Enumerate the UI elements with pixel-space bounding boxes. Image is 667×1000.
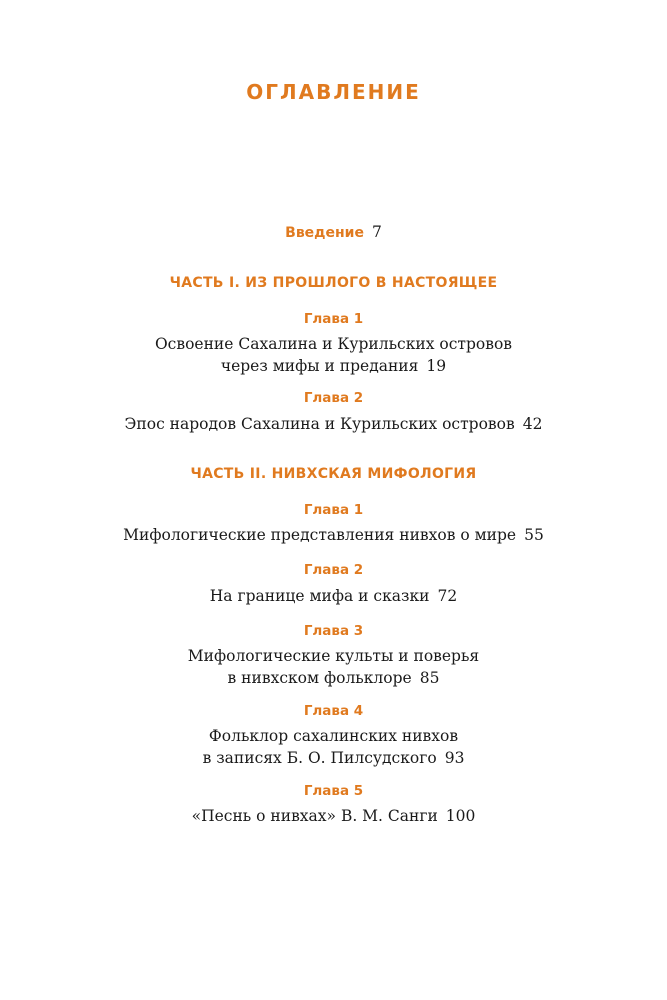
entry-text-line: «Песнь о нивхах» В. М. Санги xyxy=(191,807,438,825)
part-1-title: ЧАСТЬ I. ИЗ ПРОШЛОГО В НАСТОЯЩЕЕ xyxy=(169,275,498,291)
chapter-label: Глава 5 xyxy=(303,783,364,799)
toc-entry-part2-chapter5[interactable] xyxy=(0,805,667,827)
entry-text-line: Фольклор сахалинских нивхов xyxy=(208,727,459,745)
page-number: 100 xyxy=(445,807,476,825)
entry-text-line: в нивхском фольклоре xyxy=(227,669,412,687)
chapter-label: Глава 1 xyxy=(303,311,364,327)
intro-label: Введение xyxy=(285,225,364,241)
page-number: 42 xyxy=(522,415,543,433)
toc-entry-part1-chapter1[interactable] xyxy=(0,333,667,377)
entry-text-line: Мифологические культы и поверья xyxy=(187,647,480,665)
entry-text-line: Эпос народов Сахалина и Курильских островов xyxy=(124,415,515,433)
page-number: 72 xyxy=(437,587,458,605)
page-number: 19 xyxy=(426,357,447,375)
entry-text-line: Мифологические представления нивхов о мире xyxy=(123,526,517,544)
toc-entry-part2-chapter1[interactable] xyxy=(0,524,667,546)
entry-text-line: Освоение Сахалина и Курильских островов xyxy=(154,335,513,353)
chapter-label: Глава 2 xyxy=(303,390,364,406)
page-title: ОГЛАВЛЕНИЕ xyxy=(246,80,421,104)
page-number: 93 xyxy=(444,749,465,767)
entry-text-line: На границе мифа и сказки xyxy=(209,587,430,605)
chapter-label: Глава 4 xyxy=(303,703,364,719)
toc-entry-part2-chapter2[interactable] xyxy=(0,585,667,607)
chapter-label: Глава 2 xyxy=(303,562,364,578)
toc-entry-part2-chapter4[interactable] xyxy=(0,725,667,769)
entry-text-line: через мифы и предания xyxy=(220,357,419,375)
toc-entry-part1-chapter2[interactable] xyxy=(0,413,667,435)
toc-entry-intro[interactable] xyxy=(0,223,667,242)
chapter-label: Глава 3 xyxy=(303,623,364,639)
part-2-title: ЧАСТЬ II. НИВХСКАЯ МИФОЛОГИЯ xyxy=(190,466,477,482)
page-number: 7 xyxy=(371,223,382,241)
page-number: 55 xyxy=(524,526,544,544)
toc-entry-part2-chapter3[interactable] xyxy=(0,645,667,689)
entry-text-line: в записях Б. О. Пилсудского xyxy=(202,749,437,767)
chapter-label: Глава 1 xyxy=(303,502,364,518)
page-number: 85 xyxy=(419,669,440,687)
